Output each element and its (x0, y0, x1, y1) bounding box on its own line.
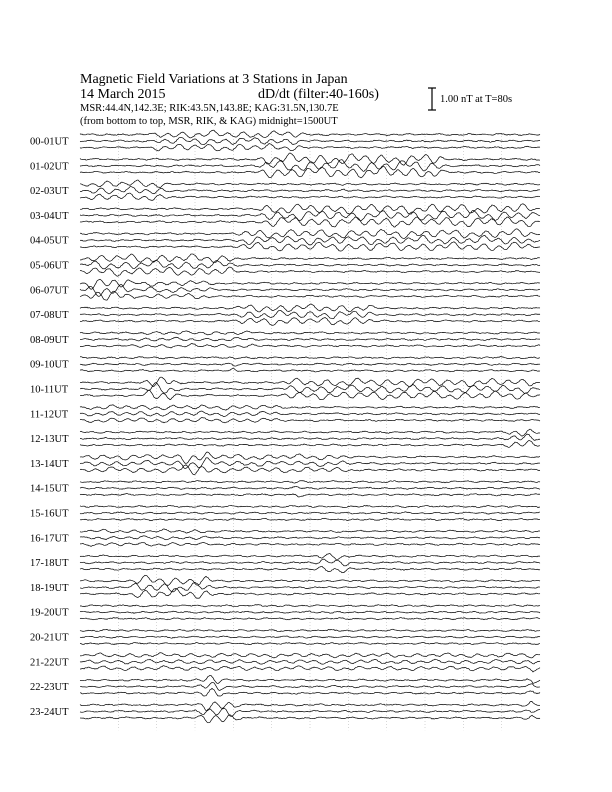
trace-rik (80, 363, 540, 366)
row-label: 02-03UT (30, 186, 69, 198)
row-label: 17-18UT (30, 558, 69, 570)
station-order-note: (from bottom to top, MSR, RIK, & KAG) midnight=1500UT (80, 116, 338, 127)
trace-rik (80, 512, 540, 514)
trace-kag (80, 254, 540, 262)
row-label: 12-13UT (30, 434, 69, 446)
trace-kag (80, 629, 540, 631)
scale-bar (428, 88, 436, 110)
trace-rik (80, 682, 540, 690)
row-label-group (30, 137, 69, 718)
trace-msr (80, 666, 540, 672)
row-label: 03-04UT (30, 210, 69, 222)
trace-group (80, 130, 540, 723)
row-label: 00-01UT (30, 136, 69, 148)
trace-rik (80, 260, 540, 269)
trace-msr (80, 217, 540, 227)
row-label: 20-21UT (30, 632, 69, 644)
chart-date: 14 March 2015 (80, 87, 166, 102)
trace-msr (80, 344, 540, 348)
row-label: 11-12UT (30, 409, 69, 421)
row-label: 07-08UT (30, 310, 69, 322)
scale-bar-label: 1.00 nT at T=80s (440, 94, 513, 105)
row-label: 14-15UT (30, 483, 69, 495)
trace-rik (80, 210, 540, 220)
row-label: 21-22UT (30, 657, 69, 669)
trace-kag (80, 229, 540, 239)
trace-rik (80, 536, 540, 540)
row-label: 06-07UT (30, 285, 69, 297)
station-coordinates: MSR:44.4N,142.3E; RIK:43.5N,143.8E; KAG:31.5N,130.7E (80, 103, 339, 114)
trace-kag (80, 554, 540, 560)
row-label: 18-19UT (30, 582, 69, 594)
row-label: 10-11UT (30, 384, 69, 396)
trace-msr (80, 242, 540, 251)
trace-msr (80, 440, 540, 447)
trace-msr (80, 144, 540, 151)
trace-rik (80, 659, 540, 664)
row-label: 15-16UT (30, 508, 69, 520)
row-label: 19-20UT (30, 607, 69, 619)
row-label: 22-23UT (30, 682, 69, 694)
trace-kag (80, 481, 540, 484)
trace-rik (80, 236, 540, 245)
chart-quantity: dD/dt (filter:40-160s) (258, 87, 379, 102)
minute-grid (118, 133, 501, 730)
trace-rik (80, 486, 540, 489)
trace-msr (80, 317, 540, 325)
row-label: 13-14UT (30, 458, 69, 470)
trace-rik (80, 137, 540, 144)
row-label: 04-05UT (30, 235, 69, 247)
row-label: 23-24UT (30, 706, 69, 718)
row-label: 01-02UT (30, 161, 69, 173)
row-label: 09-10UT (30, 359, 69, 371)
trace-rik (80, 559, 540, 566)
row-label: 16-17UT (30, 533, 69, 545)
row-label: 05-06UT (30, 260, 69, 272)
row-label: 08-09UT (30, 334, 69, 346)
chart-title: Magnetic Field Variations at 3 Stations in Japan (80, 72, 348, 87)
trace-rik (80, 310, 540, 318)
